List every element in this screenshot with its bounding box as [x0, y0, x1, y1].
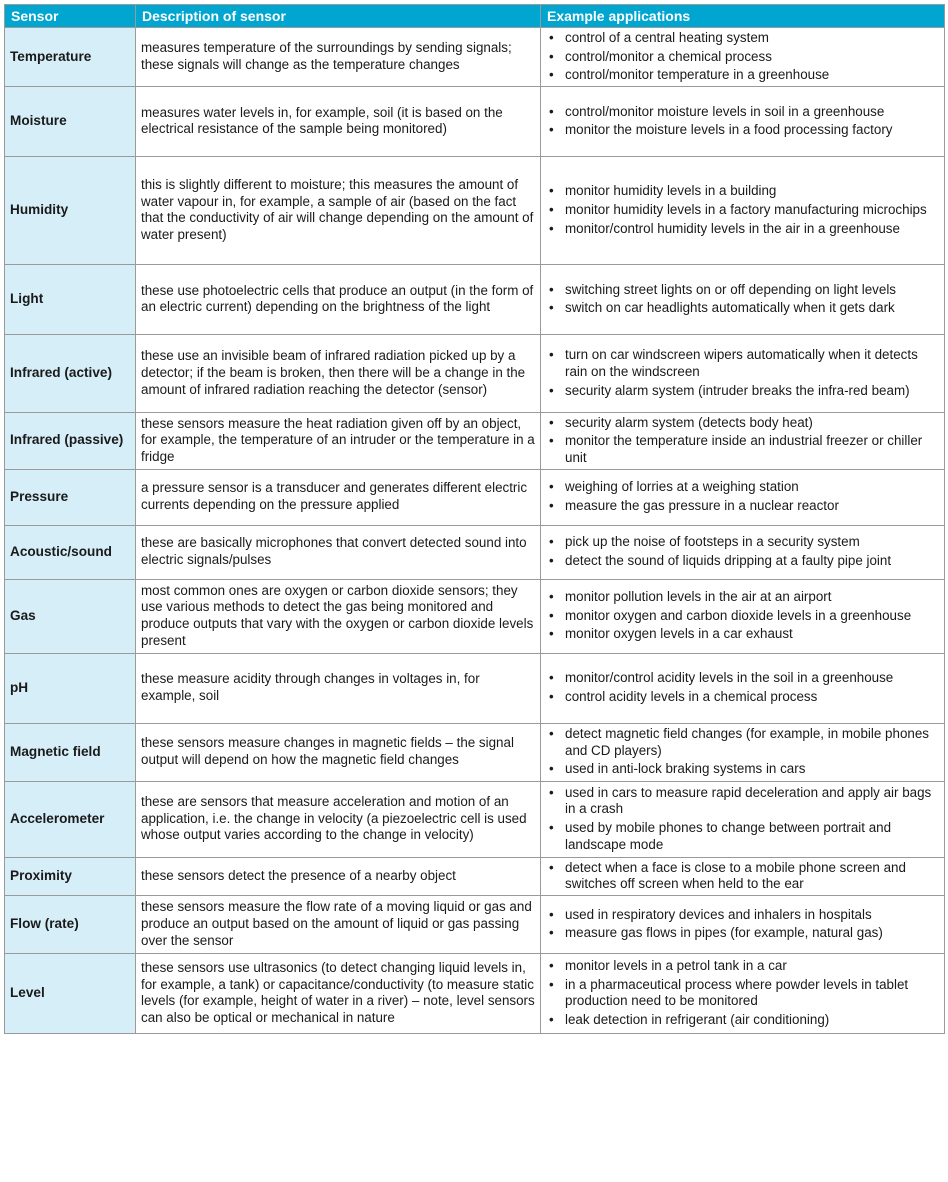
application-item: • control/monitor moisture levels in soil in a greenhouse	[545, 104, 939, 121]
applications-list	[545, 958, 939, 1028]
sensor-description: measures water levels in, for example, soil (it is based on the electrical resistance of the sample being monitored)	[136, 86, 541, 156]
sensor-description: these sensors use ultrasonics (to detect changing liquid levels in, for example, a tank) or capacitance/conductivity (to measure static levels (for example, height of water in a river) – note, level sensors can also be optical or mechanical in nature	[136, 953, 541, 1033]
application-item: • used by mobile phones to change between portrait and landscape mode	[545, 820, 939, 853]
sensor-description: these are sensors that measure acceleration and motion of an application, i.e. the change in velocity (a piezoelectric cell is used whose output varies according to the change in velocity)	[136, 781, 541, 857]
sensor-description: these use an invisible beam of infrared radiation picked up by a detector; if the beam is broken, then there will be a change in the amount of infrared radiation reaching the detector (sensor)	[136, 334, 541, 412]
sensor-description: these sensors measure the heat radiation given off by an object, for example, the temperature of an intruder or the temperature in a fridge	[136, 412, 541, 469]
table-row	[5, 781, 945, 857]
sensor-applications	[541, 86, 945, 156]
application-item: • in a pharmaceutical process where powder levels in tablet production need to be monitored	[545, 977, 939, 1010]
sensor-description: these are basically microphones that convert detected sound into electric signals/pulses	[136, 525, 541, 579]
sensor-applications	[541, 525, 945, 579]
table-row	[5, 156, 945, 264]
table-row	[5, 525, 945, 579]
table-row	[5, 953, 945, 1033]
application-item: • monitor pollution levels in the air at an airport	[545, 589, 939, 606]
application-item: • pick up the noise of footsteps in a security system	[545, 534, 939, 551]
sensor-name: Infrared (passive)	[5, 412, 136, 469]
header-row	[5, 5, 945, 28]
application-item: • monitor oxygen levels in a car exhaust	[545, 626, 939, 643]
header-sensor: Sensor	[5, 5, 136, 28]
sensor-description: these sensors measure changes in magnetic fields – the signal output will depend on how the magnetic field changes	[136, 723, 541, 781]
application-item: • security alarm system (intruder breaks the infra-red beam)	[545, 383, 939, 400]
sensor-description: these measure acidity through changes in voltages in, for example, soil	[136, 653, 541, 723]
application-item: • monitor oxygen and carbon dioxide levels in a greenhouse	[545, 608, 939, 625]
application-item: • monitor/control acidity levels in the soil in a greenhouse	[545, 670, 939, 687]
application-item: • detect magnetic field changes (for example, in mobile phones and CD players)	[545, 726, 939, 759]
table-row	[5, 86, 945, 156]
application-item: • monitor humidity levels in a building	[545, 183, 939, 200]
sensor-name: Humidity	[5, 156, 136, 264]
sensor-description: measures temperature of the surroundings by sending signals; these signals will change as the temperature changes	[136, 28, 541, 87]
sensor-description: this is slightly different to moisture; this measures the amount of water vapour in, for example, a sample of air (based on the fact that the conductivity of air will change depending on the amount of water present)	[136, 156, 541, 264]
application-item: • monitor humidity levels in a factory manufacturing microchips	[545, 202, 939, 219]
sensor-description: most common ones are oxygen or carbon dioxide sensors; they use various methods to detect the gas being monitored and produce outputs that vary with the oxygen or carbon dioxide levels present	[136, 579, 541, 653]
application-item: • leak detection in refrigerant (air conditioning)	[545, 1012, 939, 1029]
application-item: • control/monitor a chemical process	[545, 49, 939, 66]
application-item: • weighing of lorries at a weighing station	[545, 479, 939, 496]
applications-list	[545, 670, 939, 705]
applications-list	[545, 282, 939, 317]
sensor-applications	[541, 895, 945, 953]
sensor-name: Infrared (active)	[5, 334, 136, 412]
application-item: • monitor the temperature inside an industrial freezer or chiller unit	[545, 433, 939, 466]
sensor-applications	[541, 156, 945, 264]
applications-list	[545, 183, 939, 237]
sensor-applications	[541, 28, 945, 87]
sensor-description: a pressure sensor is a transducer and generates different electric currents depending on the pressure applied	[136, 469, 541, 525]
table-row	[5, 28, 945, 87]
table-row	[5, 895, 945, 953]
sensor-applications	[541, 653, 945, 723]
application-item: • monitor/control humidity levels in the air in a greenhouse	[545, 221, 939, 238]
application-item: • monitor levels in a petrol tank in a car	[545, 958, 939, 975]
sensor-applications	[541, 412, 945, 469]
table-row	[5, 469, 945, 525]
sensor-applications	[541, 857, 945, 895]
applications-list	[545, 907, 939, 942]
application-item: • used in respiratory devices and inhalers in hospitals	[545, 907, 939, 924]
sensor-name: Magnetic field	[5, 723, 136, 781]
application-item: • control acidity levels in a chemical process	[545, 689, 939, 706]
applications-list	[545, 104, 939, 139]
sensor-name: Accelerometer	[5, 781, 136, 857]
application-item: • turn on car windscreen wipers automatically when it detects rain on the windscreen	[545, 347, 939, 380]
sensor-name: Gas	[5, 579, 136, 653]
header-applications: Example applications	[541, 5, 945, 28]
sensor-name: Light	[5, 264, 136, 334]
applications-list	[545, 415, 939, 467]
table-row	[5, 653, 945, 723]
sensor-name: Level	[5, 953, 136, 1033]
applications-list	[545, 479, 939, 514]
sensor-applications	[541, 334, 945, 412]
application-item: • monitor the moisture levels in a food processing factory	[545, 122, 939, 139]
application-item: • detect when a face is close to a mobile phone screen and switches off screen when held to the ear	[545, 860, 939, 893]
application-item: • measure gas flows in pipes (for example, natural gas)	[545, 925, 939, 942]
sensor-name: Proximity	[5, 857, 136, 895]
application-item: • security alarm system (detects body heat)	[545, 415, 939, 432]
applications-list	[545, 30, 939, 84]
application-item: • detect the sound of liquids dripping at a faulty pipe joint	[545, 553, 939, 570]
application-item: • control of a central heating system	[545, 30, 939, 47]
table-row	[5, 857, 945, 895]
sensor-name: Flow (rate)	[5, 895, 136, 953]
header-description: Description of sensor	[136, 5, 541, 28]
applications-list	[545, 347, 939, 399]
sensor-name: Temperature	[5, 28, 136, 87]
sensor-applications	[541, 953, 945, 1033]
sensor-applications	[541, 264, 945, 334]
sensor-name: Acoustic/sound	[5, 525, 136, 579]
table-row	[5, 334, 945, 412]
table-row	[5, 579, 945, 653]
table-row	[5, 412, 945, 469]
application-item: • used in cars to measure rapid deceleration and apply air bags in a crash	[545, 785, 939, 818]
sensor-applications	[541, 723, 945, 781]
applications-list	[545, 534, 939, 569]
application-item: • used in anti-lock braking systems in cars	[545, 761, 939, 778]
applications-list	[545, 860, 939, 893]
application-item: • measure the gas pressure in a nuclear reactor	[545, 498, 939, 515]
table-body	[5, 28, 945, 1034]
sensor-applications	[541, 469, 945, 525]
sensor-table	[4, 4, 945, 1034]
sensor-name: pH	[5, 653, 136, 723]
sensor-name: Moisture	[5, 86, 136, 156]
table-row	[5, 264, 945, 334]
sensor-description: these sensors detect the presence of a nearby object	[136, 857, 541, 895]
application-item: • switching street lights on or off depending on light levels	[545, 282, 939, 299]
applications-list	[545, 589, 939, 643]
application-item: • control/monitor temperature in a greenhouse	[545, 67, 939, 84]
table-row	[5, 723, 945, 781]
sensor-applications	[541, 781, 945, 857]
applications-list	[545, 785, 939, 853]
sensor-name: Pressure	[5, 469, 136, 525]
sensor-description: these sensors measure the flow rate of a moving liquid or gas and produce an output based on the amount of liquid or gas passing over the sensor	[136, 895, 541, 953]
sensor-description: these use photoelectric cells that produce an output (in the form of an electric current) depending on the brightness of the light	[136, 264, 541, 334]
sensor-applications	[541, 579, 945, 653]
applications-list	[545, 726, 939, 778]
application-item: • switch on car headlights automatically when it gets dark	[545, 300, 939, 317]
